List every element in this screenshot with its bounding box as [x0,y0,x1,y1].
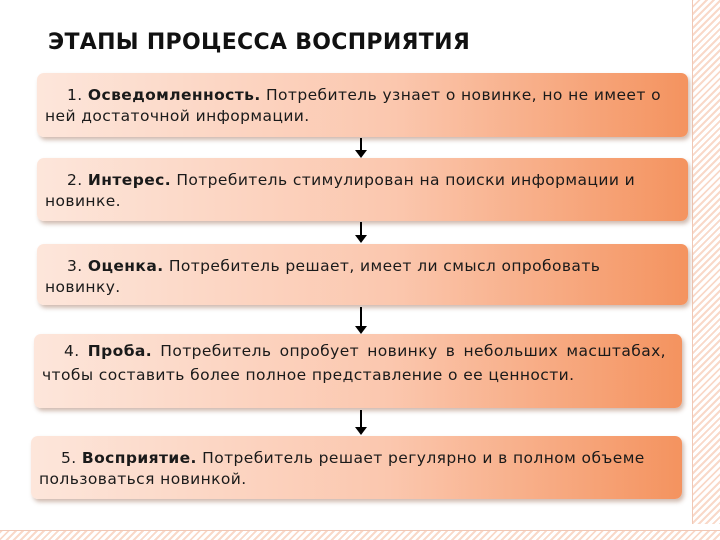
step-box-trial [34,334,682,408]
page-title: ЭТАПЫ ПРОЦЕССА ВОСПРИЯТИЯ [48,30,471,55]
step-description: Потребитель узнает о новинке, но не имеет о ней достаточной информации. [45,86,661,125]
arrow-down-icon [355,222,367,243]
step-text [39,448,666,490]
step-number: 2. [67,171,83,189]
step-text [45,170,672,212]
step-description: Потребитель стимулирован на поиски информации и новинке. [45,171,636,210]
step-text [45,85,672,127]
step-number: 3. [67,257,83,275]
step-box-adoption [31,436,682,499]
step-description: Потребитель решает регулярно и в полном объеме пользоваться новинкой. [39,449,645,488]
step-text [42,339,666,387]
decorative-border-right [684,0,720,540]
step-description: Потребитель опробует новинку в небольших масштабах, чтобы составить более полное представление о ее ценности. [42,342,666,384]
step-box-awareness [37,73,688,137]
step-number: 5. [61,449,77,467]
step-term: Осведомленность. [87,86,261,104]
arrow-down-icon [355,138,367,158]
step-term: Проба. [87,342,153,360]
step-description: Потребитель решает, имеет ли смысл опробовать новинку. [45,257,601,296]
step-box-evaluation [37,244,688,305]
step-term: Восприятие. [81,449,197,467]
step-number: 4. [64,342,80,360]
arrow-down-icon [355,307,367,334]
step-box-interest [37,158,688,221]
step-number: 1. [67,86,83,104]
decorative-border-bottom [0,524,720,540]
step-term: Интерес. [87,171,171,189]
arrow-down-icon [355,410,367,435]
step-text [45,256,672,298]
step-term: Оценка. [87,257,164,275]
